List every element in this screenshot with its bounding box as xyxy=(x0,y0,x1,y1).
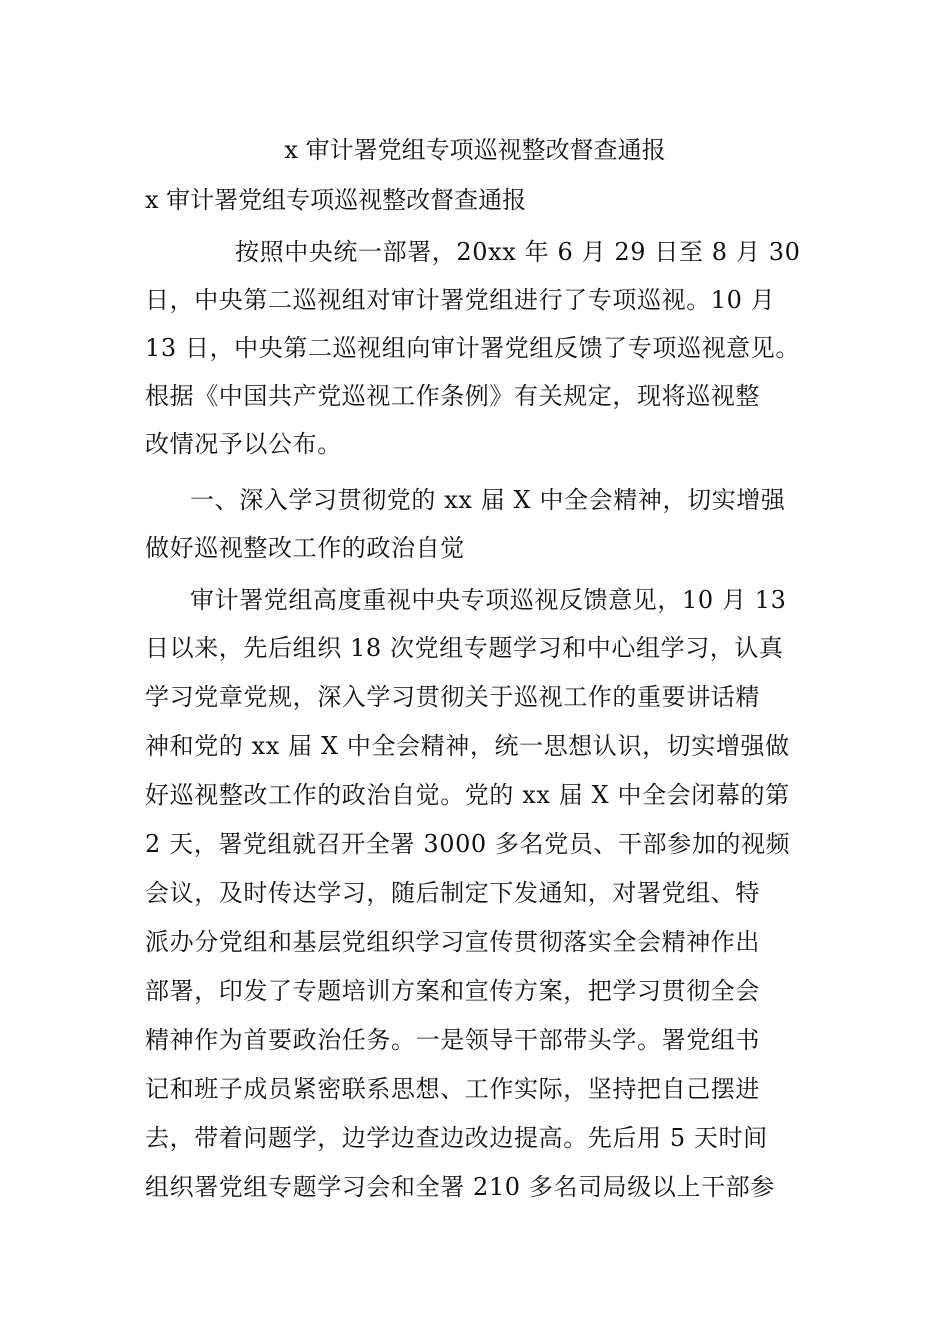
body-line-7: 日以来，先后组织 18 次党组专题学习和中心组学习，认真 xyxy=(145,634,784,662)
body-line-6: 审计署党组高度重视中央专项巡视反馈意见，10 月 13 xyxy=(190,586,787,614)
body-line-13: 派办分党组和基层党组织学习宣传贯彻落实全会精神作出 xyxy=(145,928,760,956)
body-line-1: 按照中央统一部署，20xx 年 6 月 29 日至 8 月 30 xyxy=(235,238,801,266)
body-line-2: 日，中央第二巡视组对审计署党组进行了专项巡视。10 月 xyxy=(145,286,776,314)
body-line-12: 会议，及时传达学习，随后制定下发通知，对署党组、特 xyxy=(145,879,760,907)
body-line-8: 学习党章党规，深入学习贯彻关于巡视工作的重要讲话精 xyxy=(145,683,760,711)
body-line-4: 根据《中国共产党巡视工作条例》有关规定，现将巡视整 xyxy=(145,382,760,410)
document-subtitle: x 审计署党组专项巡视整改督查通报 xyxy=(145,186,527,214)
body-line-17: 去，带着问题学，边学边查边改边提高。先后用 5 天时间 xyxy=(145,1124,768,1152)
body-line-5: 改情况予以公布。 xyxy=(145,430,342,458)
body-line-11: 2 天，署党组就召开全署 3000 多名党员、干部参加的视频 xyxy=(145,830,791,858)
section-heading-line-2: 做好巡视整改工作的政治自觉 xyxy=(145,534,465,562)
body-line-16: 记和班子成员紧密联系思想、工作实际，坚持把自己摆进 xyxy=(145,1075,760,1103)
body-line-14: 部署，印发了专题培训方案和宣传方案，把学习贯彻全会 xyxy=(145,977,760,1005)
body-line-15: 精神作为首要政治任务。一是领导干部带头学。署党组书 xyxy=(145,1026,760,1054)
section-heading-line-1: 一、深入学习贯彻党的 xx 届 X 中全会精神，切实增强 xyxy=(190,486,786,514)
body-line-9: 神和党的 xx 届 X 中全会精神，统一思想认识，切实增强做 xyxy=(145,732,790,760)
body-line-18: 组织署党组专题学习会和全署 210 多名司局级以上干部参 xyxy=(145,1173,775,1201)
body-line-3: 13 日，中央第二巡视组向审计署党组反馈了专项巡视意见。 xyxy=(145,334,800,362)
body-line-10: 好巡视整改工作的政治自觉。党的 xx 届 X 中全会闭幕的第 xyxy=(145,781,790,809)
document-title: x 审计署党组专项巡视整改督查通报 xyxy=(284,136,666,164)
